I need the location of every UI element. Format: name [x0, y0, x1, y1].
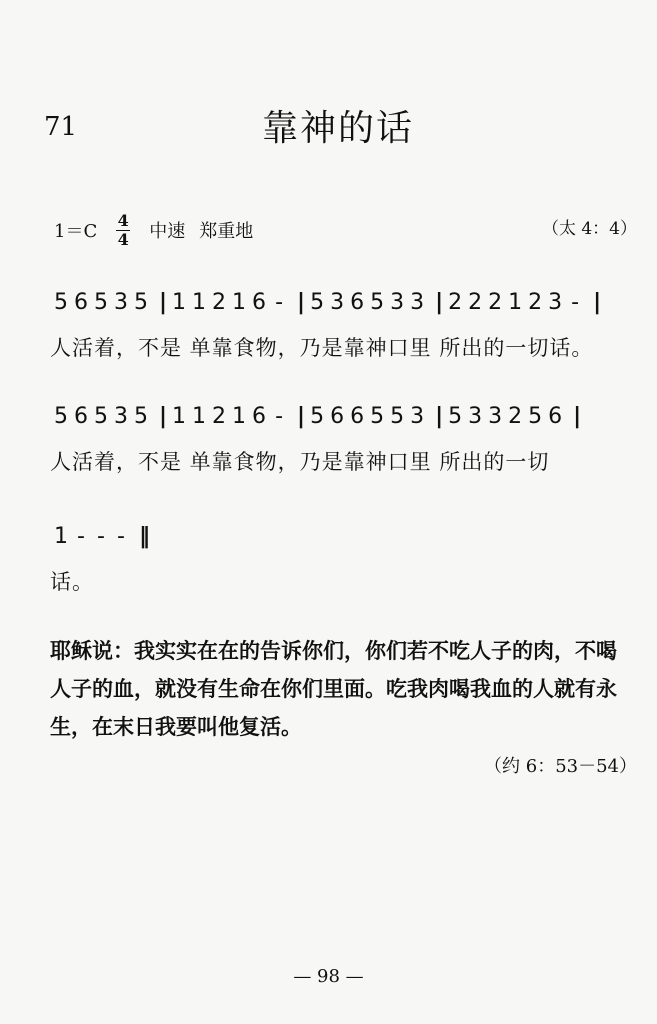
note: 1 — [54, 524, 68, 549]
key: 1＝C — [54, 221, 98, 243]
barline: | — [297, 404, 306, 429]
note: 5 — [310, 290, 325, 315]
barline: | — [435, 404, 444, 429]
note: 3 — [410, 290, 425, 315]
note: 6 — [350, 290, 365, 315]
key-signature-line — [54, 212, 253, 248]
note: 3 — [410, 404, 425, 429]
note: 2 — [448, 290, 463, 315]
note: 3 — [114, 404, 128, 429]
note: 5 — [54, 404, 68, 429]
note: 2 — [508, 404, 523, 429]
note: 5 — [448, 404, 463, 429]
note: 5 — [134, 290, 148, 315]
lyrics-line-3: 话。 — [50, 570, 94, 594]
note: 1 — [192, 404, 207, 429]
hymn-title: 靠神的话 — [262, 108, 415, 149]
barline: | — [573, 404, 582, 429]
barline: | — [159, 290, 168, 315]
time-denominator: 4 — [117, 229, 129, 249]
note: - — [275, 404, 284, 429]
barline: | — [159, 404, 168, 429]
time-numerator: 4 — [117, 211, 129, 230]
barline: | — [435, 290, 444, 315]
lyrics-line-1: 人活着，不是 单靠食物，乃是靠神口里 所出的一切话。 — [50, 336, 594, 360]
notation-line-1 — [54, 290, 637, 315]
note: 2 — [212, 290, 227, 315]
notation-line-3 — [54, 524, 637, 549]
notation-line-2 — [54, 404, 637, 429]
verse-reference: （约 6：53－54） — [484, 756, 637, 777]
note: 6 — [74, 404, 88, 429]
note: 1 — [192, 290, 207, 315]
note: 3 — [468, 404, 483, 429]
note: 5 — [134, 404, 148, 429]
note: 6 — [74, 290, 88, 315]
note: - — [117, 524, 125, 549]
note: 6 — [252, 290, 267, 315]
composer: 郑重地 — [199, 221, 254, 243]
note: - — [97, 524, 105, 549]
tempo: 中速 — [149, 221, 186, 243]
note: 6 — [350, 404, 365, 429]
scripture-ref: （太 4：4） — [541, 219, 637, 239]
note: 2 — [528, 290, 543, 315]
lyrics-line-2: 人活着，不是 单靠食物，乃是靠神口里 所出的一切 — [50, 450, 550, 474]
note: 6 — [330, 404, 345, 429]
note: 5 — [54, 290, 68, 315]
note: 3 — [488, 404, 503, 429]
note: 1 — [232, 404, 247, 429]
page-number: — 98 — — [293, 966, 364, 987]
note: - — [571, 290, 580, 315]
note: 3 — [390, 290, 405, 315]
note: 1 — [232, 290, 247, 315]
note: 5 — [528, 404, 543, 429]
hymn-number: 71 — [44, 112, 78, 142]
note: 1 — [172, 290, 187, 315]
note: 6 — [252, 404, 267, 429]
barline: | — [297, 290, 306, 315]
barline: | — [593, 290, 602, 315]
note: 1 — [508, 290, 523, 315]
note: 3 — [114, 290, 128, 315]
note: 1 — [172, 404, 187, 429]
note: 2 — [468, 290, 483, 315]
note: 3 — [330, 290, 345, 315]
note: 5 — [310, 404, 325, 429]
note: 5 — [390, 404, 405, 429]
note: - — [77, 524, 85, 549]
note: 3 — [548, 290, 563, 315]
scripture-verse: 耶稣说：我实实在在的告诉你们，你们若不吃人子的肉，不喝人子的血，就没有生命在你们里面。吃我肉喝我血的人就有永生，在末日我要叫他复活。 — [50, 638, 617, 739]
note: 5 — [370, 290, 385, 315]
time-signature — [111, 212, 135, 248]
note: 2 — [212, 404, 227, 429]
note: 2 — [488, 290, 503, 315]
barline: ‖ — [139, 524, 150, 549]
note: 5 — [370, 404, 385, 429]
note: 5 — [94, 290, 108, 315]
note: 5 — [94, 404, 108, 429]
note: - — [275, 290, 284, 315]
note: 6 — [548, 404, 563, 429]
